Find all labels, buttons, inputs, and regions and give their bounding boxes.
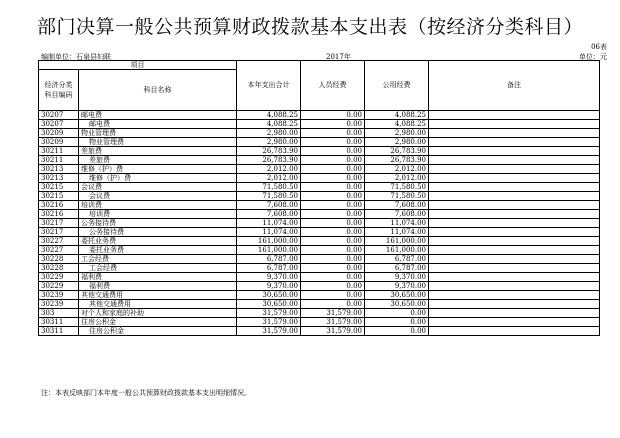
remark-cell <box>429 318 600 327</box>
personnel-cell: 0.00 <box>301 192 365 201</box>
footnote: 注：本表反映部门本年度一般公共预算财政拨款基本支出明细情况。 <box>41 389 251 397</box>
remark-cell <box>429 219 600 228</box>
total-cell: 161,000.00 <box>237 246 301 255</box>
public-cell: 161,000.00 <box>365 237 429 246</box>
public-cell: 9,370.00 <box>365 273 429 282</box>
total-cell: 7,608.00 <box>237 210 301 219</box>
name-cell: 差旅费 <box>79 147 237 156</box>
name-cell: 对个人和家庭的补助 <box>79 309 237 318</box>
remark-cell <box>429 246 600 255</box>
personnel-cell: 0.00 <box>301 147 365 156</box>
table-row <box>39 282 600 291</box>
total-cell: 26,783.90 <box>237 156 301 165</box>
table-row <box>39 156 600 165</box>
public-cell: 26,783.90 <box>365 156 429 165</box>
table-row <box>39 255 600 264</box>
public-cell: 30,650.00 <box>365 300 429 309</box>
code-cell: 30229 <box>39 273 79 282</box>
public-cell: 4,088.25 <box>365 111 429 120</box>
code-cell: 30311 <box>39 327 79 336</box>
public-cell: 2,012.00 <box>365 165 429 174</box>
remark-cell <box>429 174 600 183</box>
table-row <box>39 246 600 255</box>
table-row <box>39 219 600 228</box>
table-row <box>39 327 600 336</box>
code-cell: 30209 <box>39 138 79 147</box>
personnel-cell: 0.00 <box>301 156 365 165</box>
code-cell: 30216 <box>39 201 79 210</box>
personnel-cell: 0.00 <box>301 111 365 120</box>
table-row <box>39 318 600 327</box>
personnel-cell: 0.00 <box>301 183 365 192</box>
header-name: 科目名称 <box>79 70 237 111</box>
header-personnel: 人员经费 <box>301 61 365 111</box>
personnel-cell: 0.00 <box>301 120 365 129</box>
code-cell: 30239 <box>39 300 79 309</box>
table-row <box>39 201 600 210</box>
total-cell: 2,980.00 <box>237 129 301 138</box>
year-label: 2017年 <box>326 53 351 61</box>
table-row <box>39 210 600 219</box>
total-cell: 6,787.00 <box>237 264 301 273</box>
table-row <box>39 264 600 273</box>
table-row <box>39 273 600 282</box>
total-cell: 2,980.00 <box>237 138 301 147</box>
remark-cell <box>429 282 600 291</box>
public-cell: 161,000.00 <box>365 246 429 255</box>
code-cell: 303 <box>39 309 79 318</box>
code-cell: 30227 <box>39 246 79 255</box>
remark-cell <box>429 228 600 237</box>
name-cell: 维修（护）费 <box>79 174 237 183</box>
code-cell: 30229 <box>39 282 79 291</box>
code-cell: 30311 <box>39 318 79 327</box>
code-cell: 30213 <box>39 174 79 183</box>
remark-cell <box>429 183 600 192</box>
total-cell: 6,787.00 <box>237 255 301 264</box>
personnel-cell: 0.00 <box>301 138 365 147</box>
header-total: 本年支出合计 <box>237 61 301 111</box>
header-public: 公用经费 <box>365 61 429 111</box>
name-cell: 委托业务费 <box>79 237 237 246</box>
public-cell: 6,787.00 <box>365 264 429 273</box>
header-project: 项目 <box>39 61 237 70</box>
total-cell: 9,370.00 <box>237 273 301 282</box>
table-row <box>39 147 600 156</box>
public-cell: 2,980.00 <box>365 138 429 147</box>
total-cell: 7,608.00 <box>237 201 301 210</box>
personnel-cell: 31,579.00 <box>301 318 365 327</box>
personnel-cell: 0.00 <box>301 201 365 210</box>
remark-cell <box>429 264 600 273</box>
public-cell: 0.00 <box>365 309 429 318</box>
public-cell: 71,580.50 <box>365 192 429 201</box>
personnel-cell: 0.00 <box>301 264 365 273</box>
total-cell: 31,579.00 <box>237 327 301 336</box>
total-cell: 11,074.00 <box>237 228 301 237</box>
name-cell: 委托业务费 <box>79 246 237 255</box>
name-cell: 工会经费 <box>79 264 237 273</box>
header-code <box>39 70 79 111</box>
remark-cell <box>429 273 600 282</box>
code-cell: 30217 <box>39 228 79 237</box>
remark-cell <box>429 192 600 201</box>
remark-cell <box>429 237 600 246</box>
personnel-cell: 0.00 <box>301 273 365 282</box>
table-row <box>39 237 600 246</box>
code-cell: 30209 <box>39 129 79 138</box>
public-cell: 30,650.00 <box>365 291 429 300</box>
total-cell: 161,000.00 <box>237 237 301 246</box>
total-cell: 31,579.00 <box>237 309 301 318</box>
personnel-cell: 0.00 <box>301 300 365 309</box>
table-row <box>39 111 600 120</box>
total-cell: 30,650.00 <box>237 300 301 309</box>
table-row <box>39 120 600 129</box>
name-cell: 其他交通费用 <box>79 291 237 300</box>
personnel-cell: 0.00 <box>301 255 365 264</box>
name-cell: 培训费 <box>79 201 237 210</box>
total-cell: 2,012.00 <box>237 174 301 183</box>
personnel-cell: 0.00 <box>301 228 365 237</box>
total-cell: 30,650.00 <box>237 291 301 300</box>
table-row <box>39 309 600 318</box>
remark-cell <box>429 255 600 264</box>
name-cell: 差旅费 <box>79 156 237 165</box>
public-cell: 6,787.00 <box>365 255 429 264</box>
name-cell: 公务接待费 <box>79 219 237 228</box>
total-cell: 2,012.00 <box>237 165 301 174</box>
code-cell: 30227 <box>39 237 79 246</box>
name-cell: 住房公积金 <box>79 318 237 327</box>
name-cell: 工会经费 <box>79 255 237 264</box>
remark-cell <box>429 147 600 156</box>
public-cell: 7,608.00 <box>365 210 429 219</box>
org-label: 编制单位：石泉县妇联 <box>41 53 111 61</box>
remark-cell <box>429 138 600 147</box>
code-cell: 30217 <box>39 219 79 228</box>
remark-cell <box>429 156 600 165</box>
personnel-cell: 0.00 <box>301 237 365 246</box>
public-cell: 0.00 <box>365 318 429 327</box>
name-cell: 物业管理费 <box>79 129 237 138</box>
code-cell: 30207 <box>39 111 79 120</box>
page-title: 部门决算一般公共预算财政拨款基本支出表（按经济分类科目） <box>36 16 583 38</box>
name-cell: 邮电费 <box>79 111 237 120</box>
code-cell: 30216 <box>39 210 79 219</box>
remark-cell <box>429 165 600 174</box>
name-cell: 会议费 <box>79 192 237 201</box>
name-cell: 公务接待费 <box>79 228 237 237</box>
personnel-cell: 0.00 <box>301 219 365 228</box>
remark-cell <box>429 291 600 300</box>
public-cell: 7,608.00 <box>365 201 429 210</box>
remark-cell <box>429 201 600 210</box>
expenditure-table <box>38 60 600 336</box>
name-cell: 福利费 <box>79 273 237 282</box>
personnel-cell: 0.00 <box>301 246 365 255</box>
unit-label: 单位：元 <box>579 53 607 61</box>
name-cell: 维修（护）费 <box>79 165 237 174</box>
remark-cell <box>429 327 600 336</box>
public-cell: 0.00 <box>365 327 429 336</box>
public-cell: 26,783.90 <box>365 147 429 156</box>
personnel-cell: 0.00 <box>301 291 365 300</box>
total-cell: 26,783.90 <box>237 147 301 156</box>
total-cell: 71,580.50 <box>237 183 301 192</box>
personnel-cell: 31,579.00 <box>301 309 365 318</box>
personnel-cell: 0.00 <box>301 210 365 219</box>
code-cell: 30211 <box>39 156 79 165</box>
name-cell: 物业管理费 <box>79 138 237 147</box>
form-number: 06表 <box>591 43 607 51</box>
code-cell: 30239 <box>39 291 79 300</box>
table-body <box>39 111 600 336</box>
code-cell: 30207 <box>39 120 79 129</box>
table-row <box>39 165 600 174</box>
header-code-text: 经济分类科目编码 <box>44 81 73 99</box>
table-row <box>39 183 600 192</box>
total-cell: 71,580.50 <box>237 192 301 201</box>
remark-cell <box>429 129 600 138</box>
total-cell: 31,579.00 <box>237 318 301 327</box>
public-cell: 4,088.25 <box>365 120 429 129</box>
remark-cell <box>429 120 600 129</box>
personnel-cell: 31,579.00 <box>301 327 365 336</box>
code-cell: 30228 <box>39 264 79 273</box>
personnel-cell: 0.00 <box>301 165 365 174</box>
public-cell: 9,370.00 <box>365 282 429 291</box>
total-cell: 4,088.25 <box>237 111 301 120</box>
personnel-cell: 0.00 <box>301 282 365 291</box>
code-cell: 30211 <box>39 147 79 156</box>
table-row <box>39 228 600 237</box>
table-row <box>39 129 600 138</box>
public-cell: 71,580.50 <box>365 183 429 192</box>
header-remark: 备注 <box>429 61 600 111</box>
public-cell: 11,074.00 <box>365 228 429 237</box>
code-cell: 30215 <box>39 183 79 192</box>
remark-cell <box>429 111 600 120</box>
remark-cell <box>429 210 600 219</box>
name-cell: 会议费 <box>79 183 237 192</box>
total-cell: 9,370.00 <box>237 282 301 291</box>
name-cell: 福利费 <box>79 282 237 291</box>
remark-cell <box>429 309 600 318</box>
name-cell: 培训费 <box>79 210 237 219</box>
code-cell: 30213 <box>39 165 79 174</box>
header-row-group <box>39 61 600 70</box>
public-cell: 2,012.00 <box>365 174 429 183</box>
total-cell: 4,088.25 <box>237 120 301 129</box>
name-cell: 其他交通费用 <box>79 300 237 309</box>
code-cell: 30228 <box>39 255 79 264</box>
public-cell: 11,074.00 <box>365 219 429 228</box>
personnel-cell: 0.00 <box>301 174 365 183</box>
name-cell: 住房公积金 <box>79 327 237 336</box>
table-row <box>39 174 600 183</box>
total-cell: 11,074.00 <box>237 219 301 228</box>
table-row <box>39 291 600 300</box>
public-cell: 2,980.00 <box>365 129 429 138</box>
remark-cell <box>429 300 600 309</box>
table-row <box>39 138 600 147</box>
code-cell: 30215 <box>39 192 79 201</box>
table-row <box>39 192 600 201</box>
name-cell: 邮电费 <box>79 120 237 129</box>
table-row <box>39 300 600 309</box>
personnel-cell: 0.00 <box>301 129 365 138</box>
